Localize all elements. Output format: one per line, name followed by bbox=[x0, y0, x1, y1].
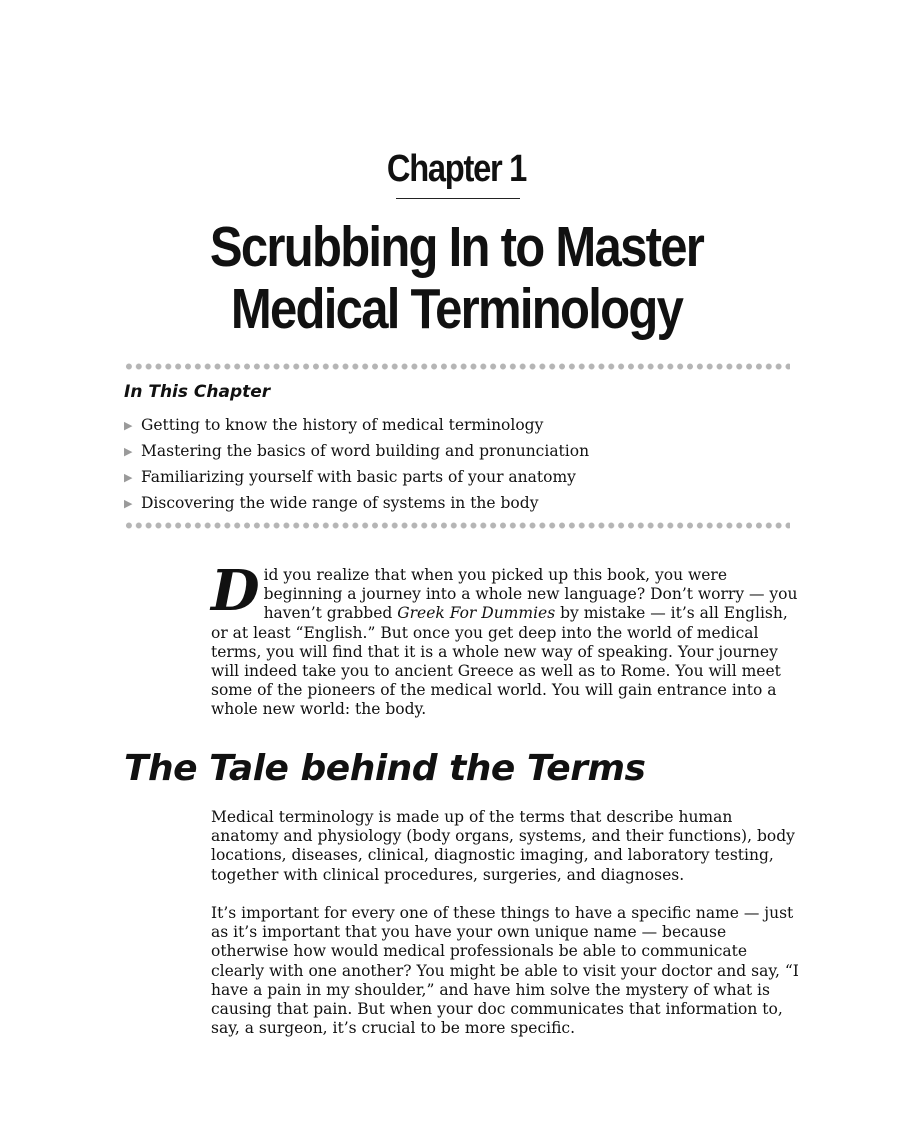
chapter-title: Scrubbing In to Master Medical Terminology bbox=[209, 215, 704, 341]
list-item-text: Mastering the basics of word building and pronunciation bbox=[141, 442, 590, 460]
list-item bbox=[124, 464, 589, 490]
body-paragraph: Medical terminology is made up of the terms that describe human anatomy and physiology (body organs, systems, and their functions), body locations, diseases, clinical, diagnostic imaging, and laboratory testing, together with clinical procedures, surgeries, and diagnoses. bbox=[211, 808, 795, 884]
list-item-text: Discovering the wide range of systems in the body bbox=[141, 494, 539, 512]
intro-text-start: id you realize that when you picked up this book, you were beginning a journey into a whole new language? Don’t worry — you haven’t grabbed bbox=[263, 566, 798, 623]
list-item bbox=[124, 412, 589, 438]
list-item bbox=[124, 438, 589, 464]
arrow-bullet-icon: ▶ bbox=[124, 418, 133, 432]
body-paragraph: It’s important for every one of these things to have a specific name — just as it’s important that you have your own unique name — because otherwise how would medical professionals be able to communicate clearly with one another? You might be able to visit your doctor and say, “I have a pain in my shoulder,” and have him solve the mystery of what is causing that pain. But when your doc communicates that information to, say, a surgeon, it’s crucial to be more specific. bbox=[211, 904, 799, 1038]
in-this-chapter-heading: In This Chapter bbox=[124, 382, 271, 402]
dotted-divider-bottom bbox=[124, 522, 790, 529]
chapter-label-underline bbox=[396, 198, 520, 199]
arrow-bullet-icon: ▶ bbox=[124, 496, 133, 510]
book-title-italic: Greek For Dummies bbox=[397, 604, 556, 623]
list-item-text: Familiarizing yourself with basic parts of your anatomy bbox=[141, 468, 576, 486]
in-this-chapter-list bbox=[124, 412, 589, 516]
list-item bbox=[124, 490, 589, 516]
chapter-label: Chapter 1 bbox=[386, 148, 527, 190]
intro-paragraph bbox=[211, 558, 803, 720]
arrow-bullet-icon: ▶ bbox=[124, 444, 133, 458]
intro-text-end: by mistake — it’s all English, or at least “English.” But once you get deep into the world of medical terms, you will find that it is a whole new way of speaking. Your journey will indeed take you to ancient Greece as well as to Rome. You will meet some of the pioneers of the medical world. You will gain entrance into a whole new world: the body. bbox=[211, 604, 788, 719]
section-heading: The Tale behind the Terms bbox=[124, 748, 646, 789]
dotted-divider-top bbox=[124, 363, 790, 370]
arrow-bullet-icon: ▶ bbox=[124, 470, 133, 484]
drop-cap: D bbox=[211, 558, 260, 624]
list-item-text: Getting to know the history of medical terminology bbox=[141, 416, 544, 434]
